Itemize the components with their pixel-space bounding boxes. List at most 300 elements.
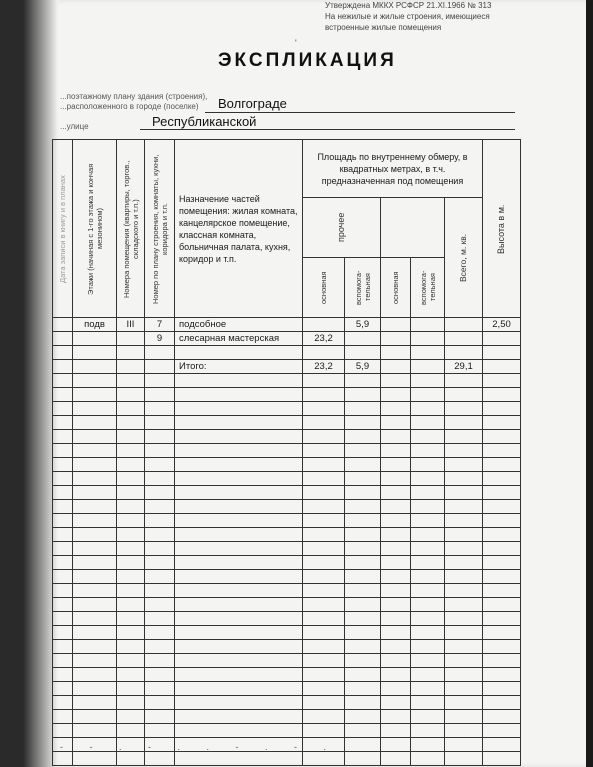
cell-empty — [483, 752, 521, 766]
cell-empty — [117, 640, 145, 654]
cell-empty — [53, 724, 73, 738]
cell-empty — [53, 668, 73, 682]
cell-empty — [445, 570, 483, 584]
table-row — [53, 654, 521, 668]
table-row — [53, 626, 521, 640]
cell-empty — [411, 724, 445, 738]
cell-empty — [53, 654, 73, 668]
cell-empty — [73, 598, 117, 612]
cell-empty — [483, 374, 521, 388]
cell-empty — [381, 374, 411, 388]
cell-empty — [117, 654, 145, 668]
cell-empty — [145, 626, 175, 640]
cell-empty — [411, 598, 445, 612]
cell-empty — [345, 626, 381, 640]
cell-empty — [411, 500, 445, 514]
cell-empty — [73, 528, 117, 542]
cell-empty — [345, 542, 381, 556]
cell-empty — [483, 654, 521, 668]
cell-empty — [53, 710, 73, 724]
cell-empty — [175, 724, 303, 738]
cell-empty — [117, 696, 145, 710]
cell-empty — [53, 752, 73, 766]
table-row — [53, 346, 521, 360]
cell-empty — [145, 640, 175, 654]
cell-empty — [411, 612, 445, 626]
cell-empty — [411, 528, 445, 542]
cell-empty — [117, 458, 145, 472]
cell-empty — [145, 752, 175, 766]
cell-room — [117, 346, 145, 360]
cell-empty — [445, 598, 483, 612]
cell-part — [145, 346, 175, 360]
cell-empty — [345, 472, 381, 486]
cell-part: 7 — [145, 318, 175, 332]
cell-empty — [117, 374, 145, 388]
table-row — [53, 570, 521, 584]
cell-height — [483, 346, 521, 360]
cell-empty — [73, 570, 117, 584]
cell-empty — [175, 668, 303, 682]
cell-empty — [117, 626, 145, 640]
cell-date — [53, 318, 73, 332]
cell-floor: подв — [73, 318, 117, 332]
cell-empty — [117, 416, 145, 430]
cell-empty — [175, 486, 303, 500]
cell-empty — [145, 416, 175, 430]
cell-empty — [303, 542, 345, 556]
cell-empty — [117, 668, 145, 682]
cell-empty — [145, 668, 175, 682]
cell-empty — [483, 444, 521, 458]
cell-height — [483, 332, 521, 346]
cell-empty — [381, 696, 411, 710]
cell-empty — [411, 374, 445, 388]
cell-empty — [145, 528, 175, 542]
city-value: Волгограде — [218, 96, 287, 111]
cell-empty — [303, 626, 345, 640]
cell-empty — [445, 402, 483, 416]
cell-empty — [483, 542, 521, 556]
table-row — [53, 486, 521, 500]
cell-empty — [73, 668, 117, 682]
cell-empty — [483, 472, 521, 486]
cell-empty — [411, 654, 445, 668]
table-row — [53, 752, 521, 766]
cell-empty — [53, 472, 73, 486]
cell-empty — [73, 388, 117, 402]
col-height: Высота в м. — [483, 140, 521, 318]
footer-marks: - - . - . . - . - . — [60, 742, 338, 752]
cell-empty — [117, 472, 145, 486]
cell-empty — [73, 402, 117, 416]
cell-empty — [411, 570, 445, 584]
cell-empty — [483, 458, 521, 472]
cell-empty — [483, 528, 521, 542]
cell-empty — [175, 752, 303, 766]
cell-empty — [345, 458, 381, 472]
cell-date — [53, 346, 73, 360]
cell-room — [117, 332, 145, 346]
cell-empty — [381, 500, 411, 514]
cell-purpose: слесарная мастерская — [175, 332, 303, 346]
cell-empty — [345, 696, 381, 710]
cell-empty — [73, 472, 117, 486]
col-room-no: Номера помещения (квартиры, торгов., складского и т.п.) — [117, 140, 145, 318]
cell-empty — [73, 612, 117, 626]
cell-empty — [445, 514, 483, 528]
cell-empty — [345, 514, 381, 528]
cell-empty — [411, 668, 445, 682]
cell-empty — [445, 542, 483, 556]
cell-empty — [345, 402, 381, 416]
cell-empty — [303, 640, 345, 654]
cell-empty — [303, 486, 345, 500]
cell-total — [445, 332, 483, 346]
col-prochee: прочее — [303, 198, 381, 258]
cell-empty — [411, 514, 445, 528]
cell-empty — [345, 724, 381, 738]
cell-empty — [445, 374, 483, 388]
cell-empty — [445, 710, 483, 724]
cell-empty — [73, 626, 117, 640]
cell-empty — [483, 738, 521, 752]
cell-empty — [445, 626, 483, 640]
cell-empty — [381, 738, 411, 752]
table-row — [53, 556, 521, 570]
cell-purpose — [175, 346, 303, 360]
cell-empty — [117, 388, 145, 402]
cell-empty — [145, 570, 175, 584]
cell-empty — [381, 640, 411, 654]
cell-empty — [303, 430, 345, 444]
cell-empty — [445, 528, 483, 542]
cell-empty — [53, 696, 73, 710]
cell-empty — [117, 444, 145, 458]
col-aux-1: вспомога-тельная — [345, 258, 381, 318]
cell-purpose: подсобное — [175, 318, 303, 332]
cell-empty — [345, 612, 381, 626]
cell-empty — [175, 430, 303, 444]
cell-empty — [411, 738, 445, 752]
cell-empty — [175, 528, 303, 542]
cell-aux2 — [411, 346, 445, 360]
table-row — [53, 724, 521, 738]
cell-empty — [345, 430, 381, 444]
cell-empty — [117, 570, 145, 584]
cell-empty — [381, 584, 411, 598]
table-row — [53, 696, 521, 710]
table-body — [53, 318, 521, 766]
cell-aux1: 5,9 — [345, 360, 381, 374]
cell-empty — [117, 612, 145, 626]
cell-empty — [483, 430, 521, 444]
cell-empty — [303, 528, 345, 542]
col-purpose: Назначение частей помещения: жилая комната, канцелярское помещение, классная комната, больничная палата, кухня, коридор и т.п. — [175, 140, 303, 318]
cell-empty — [303, 696, 345, 710]
cell-empty — [53, 640, 73, 654]
street-label: ...улице — [60, 122, 89, 131]
table-row — [53, 374, 521, 388]
cell-empty — [345, 584, 381, 598]
cell-empty — [345, 570, 381, 584]
cell-empty — [483, 570, 521, 584]
col-part-no: Номер по плану строения, комнаты, кухни, коридора и т.п. — [145, 140, 175, 318]
cell-empty — [445, 500, 483, 514]
cell-empty — [175, 654, 303, 668]
cell-empty — [411, 472, 445, 486]
cell-empty — [53, 626, 73, 640]
cell-main2 — [381, 346, 411, 360]
cell-empty — [381, 724, 411, 738]
cell-empty — [145, 710, 175, 724]
cell-empty — [117, 514, 145, 528]
approval-line: встроенные жилые помещения — [325, 23, 442, 32]
cell-empty — [175, 710, 303, 724]
cell-empty — [145, 486, 175, 500]
cell-empty — [145, 598, 175, 612]
cell-empty — [53, 416, 73, 430]
cell-empty — [483, 514, 521, 528]
cell-room — [117, 360, 145, 374]
cell-empty — [73, 710, 117, 724]
cell-empty — [303, 598, 345, 612]
cell-empty — [303, 416, 345, 430]
cell-empty — [381, 710, 411, 724]
cell-empty — [445, 430, 483, 444]
cell-empty — [73, 556, 117, 570]
cell-empty — [445, 556, 483, 570]
cell-empty — [411, 444, 445, 458]
cell-empty — [145, 682, 175, 696]
cell-empty — [445, 416, 483, 430]
cell-empty — [303, 668, 345, 682]
cell-empty — [175, 444, 303, 458]
cell-empty — [73, 724, 117, 738]
cell-empty — [303, 612, 345, 626]
cell-main2 — [381, 332, 411, 346]
table-row — [53, 528, 521, 542]
cell-empty — [53, 682, 73, 696]
approval-note — [325, 0, 565, 33]
cell-empty — [303, 710, 345, 724]
cell-empty — [145, 542, 175, 556]
cell-empty — [117, 556, 145, 570]
cell-empty — [53, 514, 73, 528]
cell-empty — [303, 556, 345, 570]
cell-empty — [345, 500, 381, 514]
cell-empty — [483, 556, 521, 570]
cell-empty — [345, 528, 381, 542]
cell-empty — [175, 626, 303, 640]
table-row — [53, 514, 521, 528]
cell-empty — [175, 598, 303, 612]
cell-empty — [145, 654, 175, 668]
cell-empty — [445, 472, 483, 486]
page-title: ЭКСПЛИКАЦИЯ — [218, 50, 397, 71]
cell-empty — [145, 556, 175, 570]
street-underline — [140, 129, 515, 130]
table-row — [53, 360, 521, 374]
cell-empty — [117, 752, 145, 766]
cell-empty — [411, 416, 445, 430]
cell-empty — [411, 388, 445, 402]
cell-empty — [411, 556, 445, 570]
cell-empty — [445, 724, 483, 738]
cell-empty — [53, 486, 73, 500]
cell-empty — [175, 556, 303, 570]
cell-empty — [53, 374, 73, 388]
cell-empty — [117, 430, 145, 444]
cell-empty — [73, 458, 117, 472]
cell-empty — [411, 584, 445, 598]
cell-empty — [345, 598, 381, 612]
cell-empty — [73, 444, 117, 458]
cell-empty — [117, 500, 145, 514]
cell-empty — [483, 696, 521, 710]
table-row — [53, 500, 521, 514]
cell-empty — [345, 682, 381, 696]
cell-empty — [345, 556, 381, 570]
cell-empty — [303, 724, 345, 738]
cell-empty — [73, 640, 117, 654]
cell-empty — [145, 612, 175, 626]
cell-empty — [303, 752, 345, 766]
cell-empty — [145, 500, 175, 514]
cell-empty — [117, 402, 145, 416]
cell-empty — [483, 486, 521, 500]
cell-empty — [345, 374, 381, 388]
table-row — [53, 584, 521, 598]
cell-empty — [145, 430, 175, 444]
cell-main1: 23,2 — [303, 360, 345, 374]
cell-empty — [445, 682, 483, 696]
cell-date — [53, 332, 73, 346]
cell-empty — [381, 542, 411, 556]
cell-empty — [73, 374, 117, 388]
cell-main1 — [303, 318, 345, 332]
cell-empty — [303, 570, 345, 584]
col-area: Площадь по внутреннему обмеру, в квадратных метрах, в т.ч. предназначенная под помещения — [303, 140, 483, 198]
cell-room: III — [117, 318, 145, 332]
cell-empty — [117, 710, 145, 724]
cell-empty — [411, 696, 445, 710]
cell-empty — [73, 584, 117, 598]
cell-empty — [345, 738, 381, 752]
cell-empty — [73, 654, 117, 668]
cell-empty — [445, 752, 483, 766]
table-row — [53, 388, 521, 402]
cell-empty — [303, 374, 345, 388]
cell-floor — [73, 346, 117, 360]
cell-empty — [53, 458, 73, 472]
cell-empty — [175, 458, 303, 472]
cell-part: 9 — [145, 332, 175, 346]
scan-shadow — [0, 0, 58, 767]
cell-empty — [175, 402, 303, 416]
cell-floor — [73, 360, 117, 374]
cell-empty — [303, 444, 345, 458]
table-row — [53, 416, 521, 430]
cell-empty — [381, 612, 411, 626]
cell-empty — [303, 682, 345, 696]
col-main-2: основная — [381, 258, 411, 318]
cell-empty — [73, 752, 117, 766]
col-date: Дата записи в книгу и в планах — [53, 140, 73, 318]
cell-empty — [145, 724, 175, 738]
cell-empty — [381, 528, 411, 542]
cell-height — [483, 360, 521, 374]
cell-empty — [381, 388, 411, 402]
cell-empty — [445, 640, 483, 654]
cell-aux2 — [411, 318, 445, 332]
cell-empty — [411, 626, 445, 640]
approval-line: На нежилые и жилые строения, имеющиеся — [325, 12, 490, 21]
table-row — [53, 430, 521, 444]
cell-empty — [345, 654, 381, 668]
cell-empty — [175, 542, 303, 556]
cell-empty — [445, 486, 483, 500]
cell-empty — [303, 514, 345, 528]
cell-empty — [303, 654, 345, 668]
cell-empty — [175, 612, 303, 626]
cell-empty — [483, 640, 521, 654]
cell-empty — [483, 584, 521, 598]
cell-empty — [303, 388, 345, 402]
cell-height: 2,50 — [483, 318, 521, 332]
cell-empty — [345, 668, 381, 682]
cell-empty — [345, 752, 381, 766]
cell-empty — [445, 444, 483, 458]
cell-aux1: 5,9 — [345, 318, 381, 332]
table-row — [53, 682, 521, 696]
cell-empty — [175, 514, 303, 528]
table-row — [53, 472, 521, 486]
table-row — [53, 332, 521, 346]
cell-aux2 — [411, 332, 445, 346]
cell-empty — [483, 402, 521, 416]
cell-empty — [381, 430, 411, 444]
cell-empty — [117, 682, 145, 696]
approval-line: Утверждена МККХ РСФСР 21.XI.1966 № 313 — [325, 1, 492, 10]
cell-empty — [175, 570, 303, 584]
cell-empty — [411, 682, 445, 696]
cell-empty — [53, 388, 73, 402]
cell-empty — [117, 486, 145, 500]
cell-empty — [483, 612, 521, 626]
cell-empty — [73, 696, 117, 710]
col-total: Всего, м. кв. — [445, 198, 483, 318]
cell-empty — [411, 752, 445, 766]
location-label: ...расположенного в городе (поселке) — [60, 102, 199, 111]
cell-empty — [483, 626, 521, 640]
cell-part — [145, 360, 175, 374]
cell-empty — [445, 738, 483, 752]
cell-empty — [117, 528, 145, 542]
cell-empty — [53, 570, 73, 584]
cell-empty — [53, 542, 73, 556]
cell-empty — [73, 430, 117, 444]
cell-empty — [381, 458, 411, 472]
cell-empty — [483, 416, 521, 430]
cell-empty — [381, 472, 411, 486]
cell-empty — [175, 696, 303, 710]
cell-empty — [175, 640, 303, 654]
cell-purpose: Итого: — [175, 360, 303, 374]
table-row — [53, 402, 521, 416]
cell-empty — [175, 472, 303, 486]
cell-total — [445, 346, 483, 360]
